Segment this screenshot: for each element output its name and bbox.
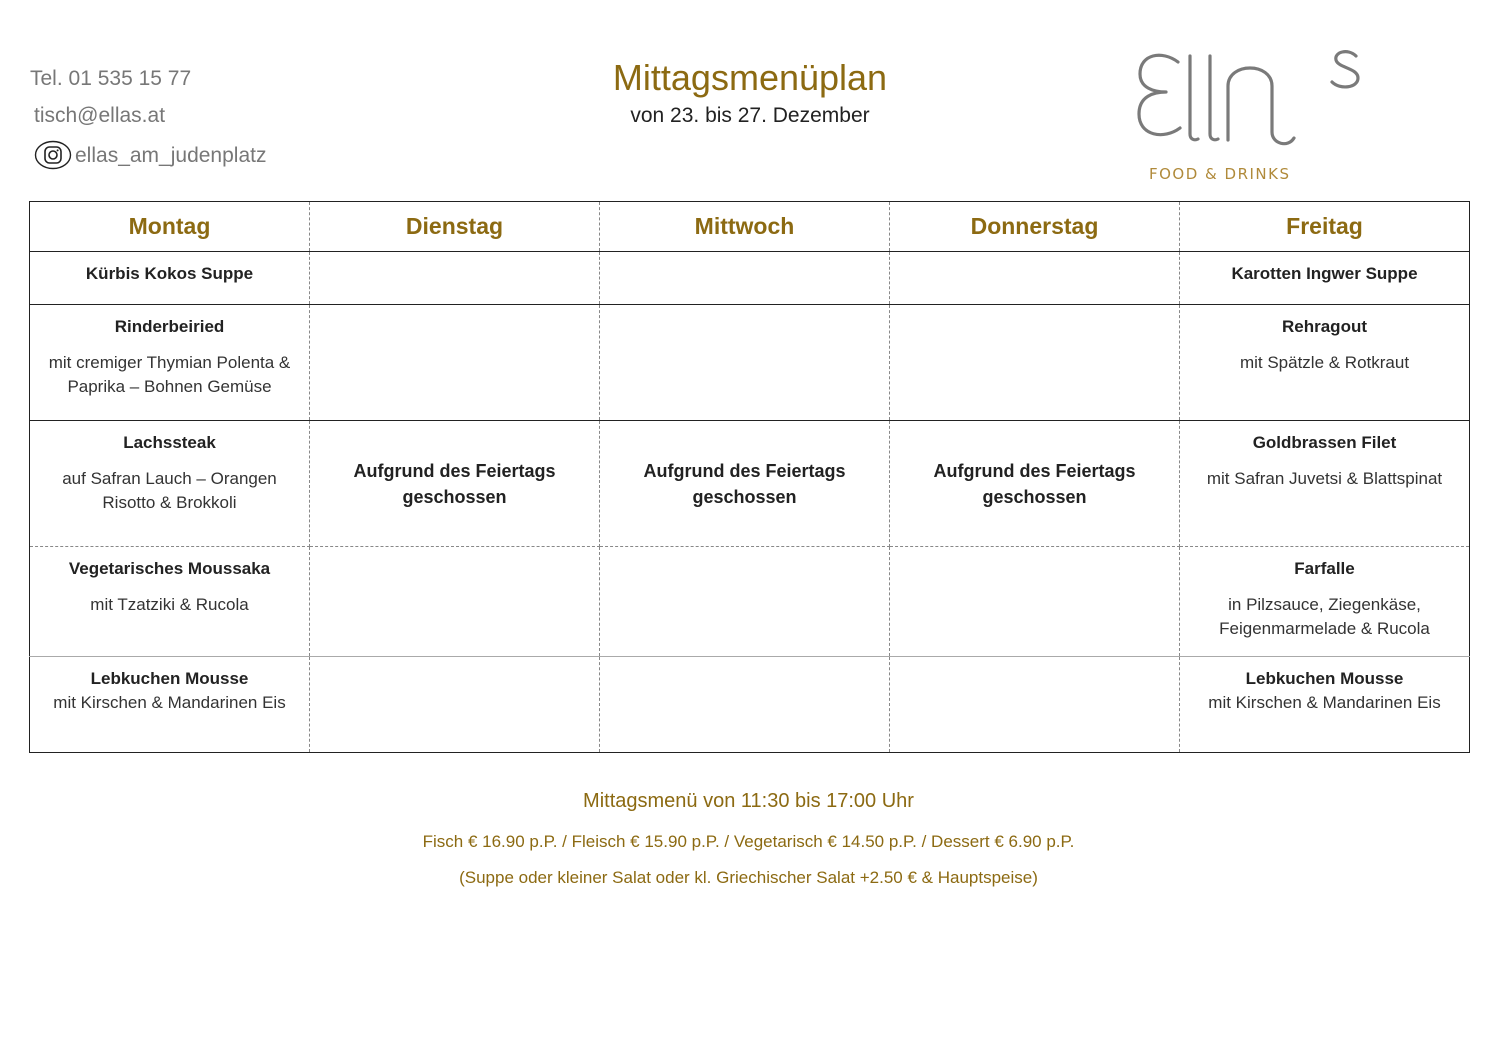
freitag-soup: Karotten Ingwer Suppe — [1231, 264, 1418, 283]
fish-row — [30, 421, 1470, 547]
freitag-dessert-cell — [1180, 657, 1470, 753]
dienstag-closed-line-2: geschossen — [402, 486, 507, 507]
freitag-fish-cell — [1180, 421, 1470, 547]
instagram-handle: ellas_am_judenplatz — [75, 143, 267, 167]
mittwoch-soup-cell — [600, 252, 890, 305]
mittwoch-dessert-cell — [600, 657, 890, 753]
dienstag-closed-cell — [310, 421, 600, 547]
ellas-logo — [1132, 44, 1372, 184]
mittwoch-closed-cell — [600, 421, 890, 547]
dienstag-meat-cell — [310, 305, 600, 421]
freitag-fish-desc: mit Safran Juvetsi & Blattspinat — [1206, 469, 1443, 488]
montag-fish-desc-2: Risotto & Brokkoli — [102, 493, 237, 512]
freitag-soup-cell — [1180, 252, 1470, 305]
montag-meat-desc-2: Paprika – Bohnen Gemüse — [67, 377, 272, 396]
mittwoch-meat-cell — [600, 305, 890, 421]
day-header-donnerstag: Donnerstag — [890, 202, 1180, 252]
freitag-meat-desc: mit Spätzle & Rotkraut — [1239, 353, 1410, 372]
montag-soup: Kürbis Kokos Suppe — [85, 264, 254, 283]
freitag-veg-cell — [1180, 547, 1470, 657]
logo-tagline: FOOD & DRINKS — [1149, 165, 1291, 183]
montag-veg-cell — [30, 547, 310, 657]
menu-table — [29, 201, 1470, 753]
donnerstag-closed-cell — [890, 421, 1180, 547]
montag-fish-name: Lachssteak — [123, 433, 216, 452]
instagram-icon — [34, 140, 72, 170]
day-header-mittwoch: Mittwoch — [600, 202, 890, 252]
montag-soup-cell — [30, 252, 310, 305]
freitag-veg-desc: in Pilzsauce, Ziegenkäse, — [1228, 595, 1421, 614]
menu-prices: Fisch € 16.90 p.P. / Fleisch € 15.90 p.P. / Vegetarisch € 14.50 p.P. / Dessert € 6.90 p.P. — [422, 832, 1075, 851]
menu-hours: Mittagsmenü von 11:30 bis 17:00 Uhr — [583, 790, 914, 812]
mittwoch-closed-line-2: geschossen — [692, 486, 797, 507]
ellas-wordmark — [1132, 44, 1372, 184]
page-title: Mittagsmenüplan — [612, 57, 888, 98]
freitag-dessert-desc: mit Kirschen & Mandarinen Eis — [1208, 693, 1441, 712]
montag-dessert-cell — [30, 657, 310, 753]
freitag-meat-cell — [1180, 305, 1470, 421]
email-link[interactable]: tisch@ellas.at — [34, 104, 166, 127]
dienstag-closed-line-1: Aufgrund des Feiertags — [353, 460, 556, 481]
montag-dessert-name: Lebkuchen Mousse — [90, 669, 249, 688]
day-header-row — [30, 202, 1470, 252]
montag-fish-desc: auf Safran Lauch – Orangen — [62, 469, 277, 488]
page-header — [500, 56, 1000, 130]
donnerstag-closed-line-2: geschossen — [982, 486, 1087, 507]
dienstag-dessert-cell — [310, 657, 600, 753]
freitag-meat-name: Rehragout — [1282, 317, 1367, 336]
freitag-veg-desc-2: Feigenmarmelade & Rucola — [1219, 619, 1430, 638]
mittwoch-veg-cell — [600, 547, 890, 657]
menu-note: (Suppe oder kleiner Salat oder kl. Griechischer Salat +2.50 € & Hauptspeise) — [459, 868, 1038, 887]
montag-meat-desc: mit cremiger Thymian Polenta & — [48, 353, 291, 372]
day-header-montag: Montag — [30, 202, 310, 252]
day-header-dienstag: Dienstag — [310, 202, 600, 252]
donnerstag-dessert-cell — [890, 657, 1180, 753]
montag-veg-desc: mit Tzatziki & Rucola — [90, 595, 249, 614]
montag-dessert-desc: mit Kirschen & Mandarinen Eis — [53, 693, 286, 712]
dessert-row — [30, 657, 1470, 753]
meat-row — [30, 305, 1470, 421]
montag-meat-name: Rinderbeiried — [114, 317, 225, 336]
day-header-freitag: Freitag — [1180, 202, 1470, 252]
freitag-dessert-name: Lebkuchen Mousse — [1245, 669, 1404, 688]
vegetarian-row — [30, 547, 1470, 657]
instagram-link[interactable] — [34, 140, 266, 170]
donnerstag-closed-line-1: Aufgrund des Feiertags — [933, 460, 1136, 481]
phone-number: Tel. 01 535 15 77 — [30, 67, 192, 90]
soup-row — [30, 252, 1470, 305]
date-range: von 23. bis 27. Dezember — [630, 104, 870, 127]
dienstag-veg-cell — [310, 547, 600, 657]
mittwoch-closed-line-1: Aufgrund des Feiertags — [643, 460, 846, 481]
freitag-veg-name: Farfalle — [1294, 559, 1355, 578]
montag-veg-name: Vegetarisches Moussaka — [68, 559, 271, 578]
donnerstag-meat-cell — [890, 305, 1180, 421]
montag-meat-cell — [30, 305, 310, 421]
donnerstag-soup-cell — [890, 252, 1180, 305]
donnerstag-veg-cell — [890, 547, 1180, 657]
freitag-fish-name: Goldbrassen Filet — [1252, 433, 1397, 452]
dienstag-soup-cell — [310, 252, 600, 305]
montag-fish-cell — [30, 421, 310, 547]
